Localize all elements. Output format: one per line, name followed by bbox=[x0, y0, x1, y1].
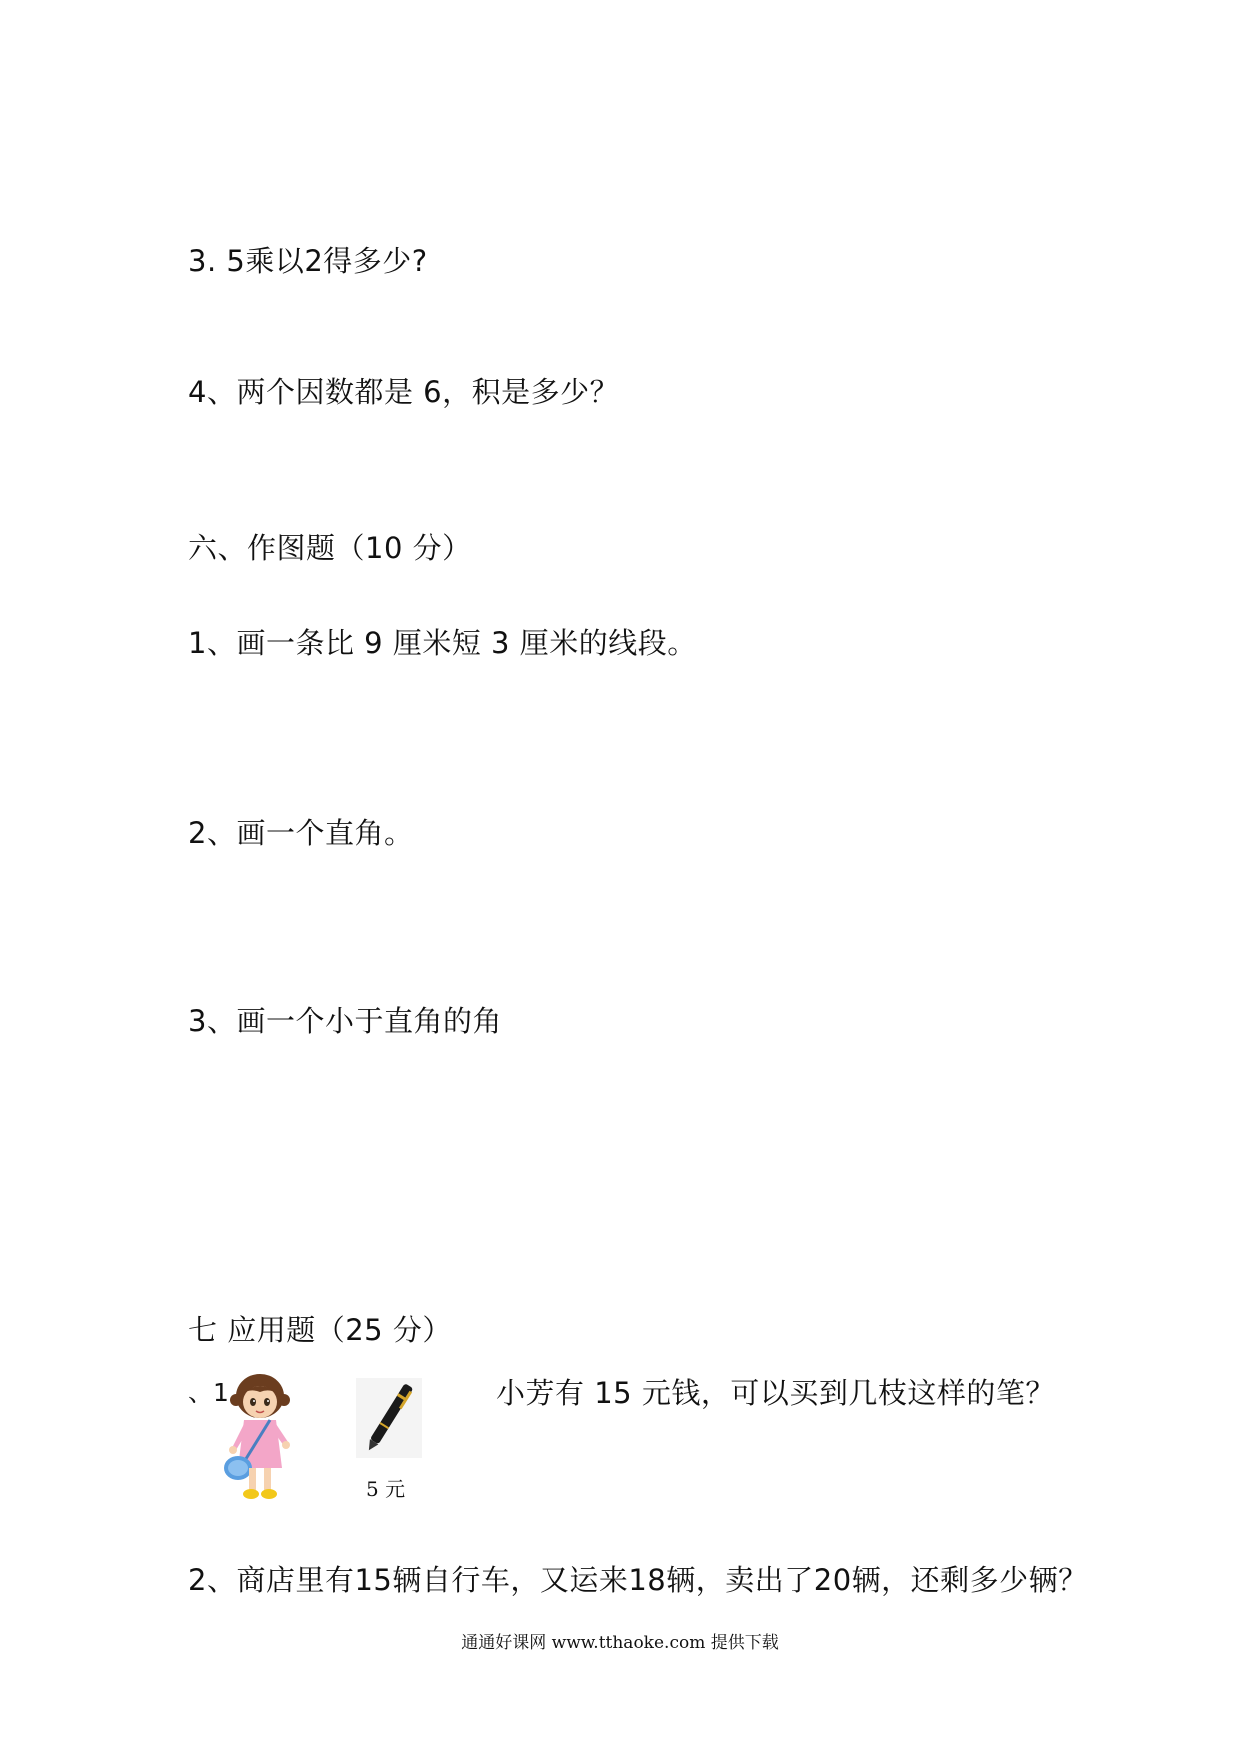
section-7-question-2: 2、商店里有15辆自行车，又运来18辆，卖出了20辆，还剩多少辆？ bbox=[188, 1563, 1088, 1597]
section-7-question-1-text: 小芳有 15 元钱，可以买到几枝这样的笔？ bbox=[496, 1376, 1055, 1410]
footer-text: 通通好课网 www.tthaoke.com 提供下载 bbox=[461, 1633, 779, 1653]
section-6-heading: 六、作图题（10 分） bbox=[188, 531, 472, 565]
section-6-question-2: 2、画一个直角。 bbox=[188, 816, 414, 850]
pen-price-label: 5 元 bbox=[366, 1477, 406, 1501]
girl-with-bag-icon bbox=[220, 1370, 300, 1505]
section-6-question-1: 1、画一条比 9 厘米短 3 厘米的线段。 bbox=[188, 626, 697, 660]
question-5-3: 3. 5乘以2得多少? bbox=[188, 244, 428, 278]
section-6-question-3: 3、画一个小于直角的角 bbox=[188, 1004, 502, 1038]
pen-icon bbox=[356, 1378, 422, 1458]
section-7-question-1-number: 、1 bbox=[188, 1378, 229, 1407]
section-7-heading: 七 应用题（25 分） bbox=[188, 1313, 452, 1347]
question-5-4: 4、两个因数都是 6，积是多少？ bbox=[188, 375, 620, 409]
